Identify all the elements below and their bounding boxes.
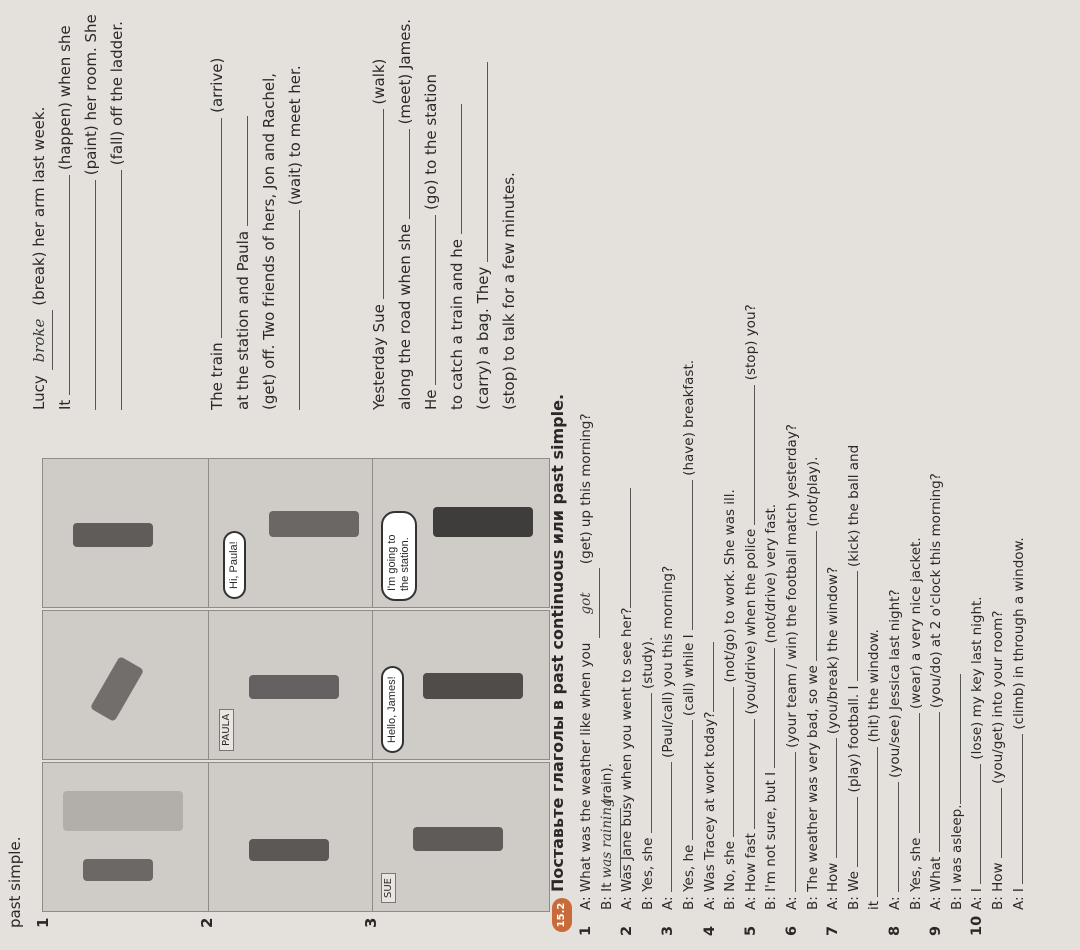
answer-blank[interactable] <box>877 747 878 897</box>
answer-blank[interactable] <box>960 674 961 804</box>
exercise-text: (have) breakfast. <box>681 359 697 481</box>
exercise-text: (wear) a very nice jacket. <box>907 537 924 714</box>
person-figure <box>249 839 329 861</box>
name-label: SUE <box>381 873 396 903</box>
person-figure <box>423 673 523 699</box>
exercise-text: (call) while I <box>681 630 697 721</box>
answer-blank[interactable] <box>919 713 920 833</box>
exercise-number: 2 <box>619 925 636 936</box>
page-heading: past simple. <box>6 836 24 928</box>
exercise-text: A: <box>660 892 677 910</box>
answer-blank[interactable] <box>939 712 940 852</box>
exercise-text: A: I <box>969 883 986 910</box>
illustration-panel <box>42 762 220 912</box>
answer-blank[interactable] <box>733 687 734 837</box>
story-text: Lucy broke (break) her arm last week. It (happen) when she (paint) her room. She (fall) off the ladder. <box>26 14 130 410</box>
answer-blank[interactable] <box>836 738 837 858</box>
exercise-number: 10 <box>969 915 986 936</box>
exercise-number: 7 <box>825 925 842 936</box>
exercise-text: B: Yes, he <box>681 840 697 910</box>
answer-blank[interactable] <box>857 797 858 867</box>
answer-blank[interactable] <box>630 488 631 608</box>
illustration-panel <box>42 458 220 608</box>
illustration-panel <box>372 458 550 608</box>
person-figure <box>269 511 359 537</box>
story-number: 2 <box>198 917 216 928</box>
speech-bubble: Hi, Paula! <box>223 531 246 599</box>
illustration-panel <box>208 610 386 760</box>
exercise-text: B: How <box>990 858 1006 910</box>
speech-bubble: Hello, James! <box>381 666 404 753</box>
exercise-text: A: What was the weather like when you <box>578 638 594 910</box>
exercise-text: B: The weather was very bad, so we <box>804 660 821 910</box>
exercise-text: (not/play). <box>804 456 821 531</box>
ladder-figure <box>63 791 183 831</box>
exercise-text: (study). <box>639 636 656 694</box>
person-figure <box>73 523 153 547</box>
answer-blank[interactable] <box>713 642 714 712</box>
exercise-text: (not/go) to work. She was ill. <box>722 489 739 687</box>
story-number: 3 <box>362 917 380 928</box>
person-figure <box>433 507 533 537</box>
exercise-text: (you/break) the window? <box>825 566 842 739</box>
exercise-text: (play) football. I <box>845 681 862 797</box>
exercise-text: A: <box>887 892 903 910</box>
exercise-text: (your team / win) the football match yesterday? <box>784 424 800 753</box>
exercise-text: B: I'm not sure, but I <box>763 767 780 910</box>
answer-blank[interactable] <box>898 782 899 892</box>
name-sign: PAULA <box>219 709 234 751</box>
illustration-panel <box>42 610 220 760</box>
exercise-line <box>1006 537 1032 910</box>
illustration-panel <box>208 458 386 608</box>
exercise-text: (you/get) into your room? <box>990 610 1006 789</box>
exercise-text: (lose) my key last night. <box>969 596 986 764</box>
answer-blank[interactable] <box>1001 788 1002 858</box>
exercise-text: B: Yes, she <box>639 833 656 910</box>
exercise-text: (hit) the window. <box>866 629 883 747</box>
illustration-panel <box>208 762 386 912</box>
exercise-text: B: We <box>845 866 862 910</box>
speech-bubble: I'm going to the station. <box>381 511 417 601</box>
exercise-text: (you/do) at 2 o'clock this morning? <box>928 473 945 713</box>
answer-blank[interactable] <box>1022 734 1023 884</box>
answer-blank[interactable] <box>754 385 755 525</box>
answer-blank[interactable] <box>816 531 817 661</box>
exercise-text: A: <box>784 892 800 910</box>
exercise-number: 6 <box>784 925 800 936</box>
exercise-number: 9 <box>928 925 945 936</box>
exercise-text: B: Yes, she <box>907 833 924 910</box>
exercise-text: (kick) the ball and <box>845 444 862 572</box>
exercise-text: (stop) you? <box>742 304 759 385</box>
story-number: 1 <box>34 917 52 928</box>
exercise-text: (you/drive) when the police <box>742 524 759 719</box>
answer-blank[interactable] <box>692 720 693 840</box>
illustration-panel <box>372 762 550 912</box>
exercise-text: A: Was Jane busy when you went to see her? <box>619 607 636 910</box>
exercise-number: 5 <box>742 925 759 936</box>
exercise-text: A: How fast <box>742 828 759 910</box>
exercise-text: B: No, she <box>722 836 739 910</box>
exercise-text: A: How <box>825 858 842 910</box>
exercise-number: 3 <box>660 925 677 936</box>
answer-blank[interactable] <box>671 762 672 892</box>
answer-blank[interactable] <box>651 693 652 833</box>
answer-blank[interactable] <box>980 764 981 884</box>
exercise-text: A: What <box>928 852 945 910</box>
exercise-text: B: I was asleep. <box>948 804 965 910</box>
exercise-text: (you/see) Jessica last night? <box>887 589 903 783</box>
answer-blank[interactable]: was raining <box>594 808 621 878</box>
exercise-text: (Paul/call) you this morning? <box>660 565 677 763</box>
exercise-text: A: I <box>1010 883 1027 910</box>
exercise-number: 4 <box>701 925 718 936</box>
story-text: The train (arrive) at the station and Paula (get) off. Two friends of hers, Jon and Rachel, (wait) to meet her. <box>208 57 304 410</box>
answer-blank[interactable] <box>774 648 775 768</box>
answer-blank[interactable] <box>795 752 796 892</box>
exercise-number: 1 <box>578 925 594 936</box>
exercise-text: B: It <box>598 878 615 910</box>
answer-blank[interactable] <box>692 480 693 630</box>
exercise-number: 8 <box>887 925 903 936</box>
person-figure <box>413 827 503 851</box>
answer-blank[interactable]: got <box>573 568 600 638</box>
person-figure <box>249 675 339 699</box>
illustration-panel <box>372 610 550 760</box>
answer-blank[interactable] <box>857 571 858 681</box>
answer-blank[interactable] <box>754 719 755 829</box>
story-text: Yesterday Sue (walk) along the road when she (meet) James. He (go) to the station to catch a train and he (carry) a bag. They (stop) to talk for a few minutes. <box>370 18 518 410</box>
exercise-text: (rain). <box>598 763 615 809</box>
exercise-text: (get) up this morning? <box>578 413 594 569</box>
person-figure <box>90 656 144 722</box>
section-instruction: Поставьте глаголы в past continuous или past simple. <box>548 393 567 892</box>
exercise-text: (not/drive) very fast. <box>763 503 780 648</box>
exercise-text: it <box>866 896 883 910</box>
exercise-text: (climb) in through a window. <box>1010 537 1027 734</box>
person-figure <box>83 859 153 881</box>
exercise-text: A: Was Tracey at work today? <box>701 711 718 910</box>
section-badge: 15.2 <box>552 898 572 932</box>
